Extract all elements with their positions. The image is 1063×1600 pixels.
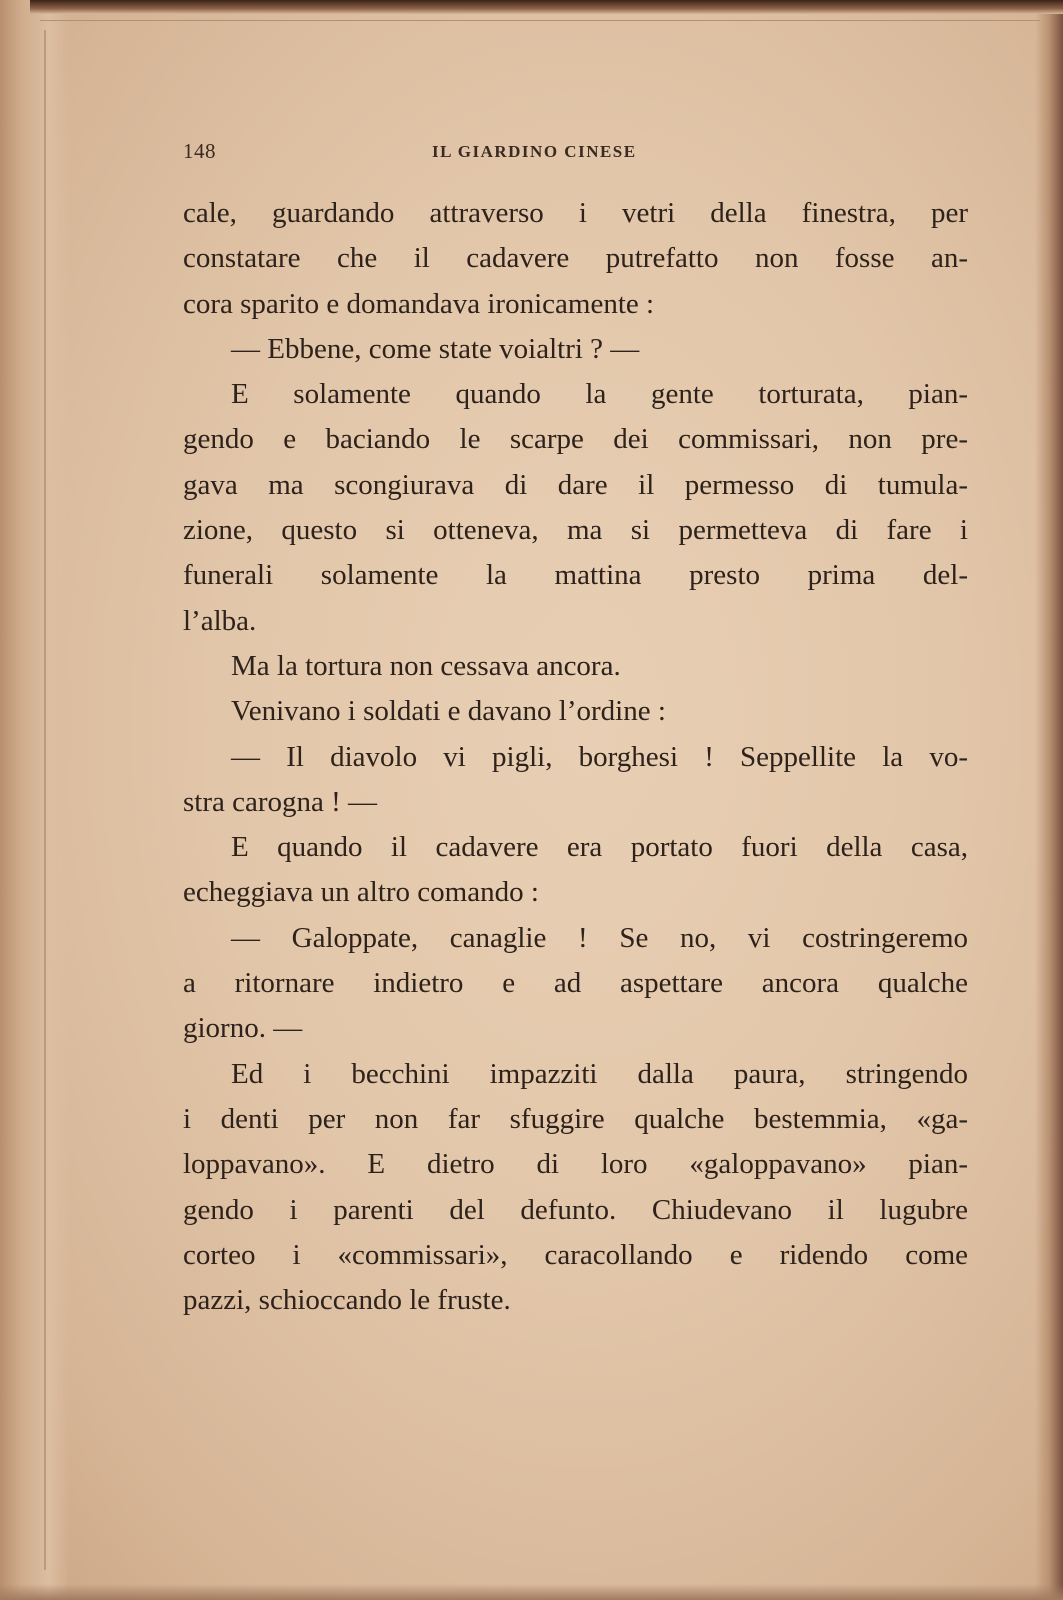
text-line: a ritornare indietro e ad aspettare ancora qualche	[183, 967, 968, 1000]
text-line: cale, guardando attraverso i vetri della finestra, per	[183, 197, 968, 229]
text-line: pazzi, schioccando le fruste.	[183, 1284, 511, 1317]
page-binding-edge	[0, 0, 70, 1600]
text-line: gendo e baciando le scarpe dei commissari, non pre-	[183, 423, 968, 456]
body-text	[183, 191, 968, 1323]
text-line: — Galoppate, canaglie ! Se no, vi costringeremo	[231, 921, 968, 954]
page-bottom-edge	[0, 1584, 1063, 1600]
text-line: zione, questo si otteneva, ma si permetteva di fare i	[183, 514, 968, 547]
page-crease	[44, 30, 46, 1570]
page-number: 148	[183, 139, 216, 163]
text-line: stra carogna ! —	[183, 785, 378, 818]
text-line: Venivano i soldati e davano l’ordine :	[231, 695, 666, 728]
text-line: — Il diavolo vi pigli, borghesi ! Seppellite la vo-	[231, 740, 968, 773]
page-top-edge	[30, 0, 1063, 14]
text-line: cora sparito e domandava ironicamente :	[183, 287, 655, 320]
text-line: — Ebbene, come state voialtri ? —	[231, 332, 640, 365]
text-line: funerali solamente la mattina presto prima del-	[183, 559, 968, 592]
text-line: E quando il cadavere era portato fuori della casa,	[231, 831, 968, 864]
text-line: E solamente quando la gente torturata, pian-	[231, 378, 968, 411]
page-top-rule	[40, 20, 1040, 21]
text-line: gendo i parenti del defunto. Chiudevano il lugubre	[183, 1193, 968, 1226]
page-right-edge	[1035, 0, 1063, 1600]
text-line: Ed i becchini impazziti dalla paura, stringendo	[231, 1057, 968, 1090]
text-line: l’alba.	[183, 604, 257, 637]
text-line: i denti per non far sfuggire qualche bestemmia, «ga-	[183, 1102, 968, 1135]
running-head: IL GIARDINO CINESE	[432, 142, 637, 161]
text-line: corteo i «commissari», caracollando e ridendo come	[183, 1238, 968, 1271]
text-line: loppavano». E dietro di loro «galoppavano» pian-	[183, 1148, 968, 1181]
page-header	[183, 139, 963, 169]
text-line: echeggiava un altro comando :	[183, 876, 539, 909]
text-line: giorno. —	[183, 1012, 303, 1045]
text-line: constatare che il cadavere putrefatto non fosse an-	[183, 242, 968, 275]
text-line: Ma la tortura non cessava ancora.	[231, 649, 621, 682]
text-line: gava ma scongiurava di dare il permesso di tumula-	[183, 468, 968, 501]
